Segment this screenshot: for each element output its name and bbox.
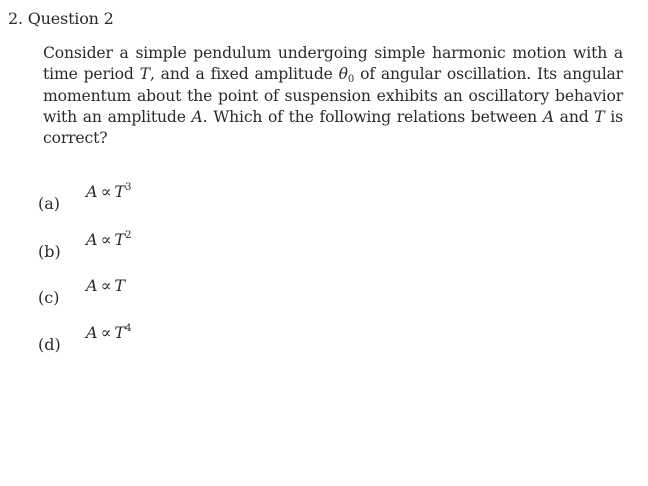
question-line-1: Consider a simple pendulum undergoing simple harmonic motion with a bbox=[43, 44, 623, 62]
var-A: A bbox=[542, 107, 554, 126]
formula-exponent: 4 bbox=[125, 323, 132, 334]
option-c[interactable] bbox=[0, 274, 400, 314]
formula-lhs: A bbox=[86, 276, 98, 295]
var-T: T bbox=[594, 107, 605, 126]
text-fragment: of angular oscillation. Its angular bbox=[354, 65, 623, 84]
option-formula bbox=[86, 276, 125, 296]
text-fragment: time period bbox=[43, 65, 140, 84]
var-theta: θ bbox=[338, 65, 348, 84]
text-fragment: , and a fixed amplitude bbox=[149, 65, 339, 84]
option-d[interactable] bbox=[0, 321, 400, 361]
question-line-2 bbox=[43, 64, 623, 85]
option-formula bbox=[86, 182, 131, 202]
formula-rhs: T bbox=[114, 276, 126, 295]
question-line-3: momentum about the point of suspension exhibits an oscillatory behavior bbox=[43, 86, 623, 105]
option-b[interactable] bbox=[0, 228, 400, 268]
theta-subscript: 0 bbox=[347, 74, 355, 86]
formula-exponent: 3 bbox=[125, 182, 132, 193]
option-formula bbox=[86, 323, 131, 343]
formula-rhs: T bbox=[114, 182, 126, 201]
option-label: (d) bbox=[38, 335, 61, 354]
text-fragment: and bbox=[553, 107, 595, 126]
proportional-symbol: ∝ bbox=[100, 182, 112, 201]
question-number: 2. bbox=[8, 9, 23, 28]
formula-rhs: T bbox=[114, 323, 126, 342]
formula-lhs: A bbox=[86, 323, 98, 342]
text-fragment: . Which of the following relations between bbox=[202, 107, 543, 126]
formula-exponent: 2 bbox=[125, 230, 132, 241]
question-text bbox=[43, 43, 623, 149]
text-fragment: is bbox=[604, 107, 623, 126]
option-label: (b) bbox=[38, 242, 61, 261]
text-fragment: with an amplitude bbox=[43, 107, 192, 126]
proportional-symbol: ∝ bbox=[100, 230, 112, 249]
option-formula bbox=[86, 230, 131, 250]
var-A: A bbox=[191, 107, 203, 126]
option-label: (c) bbox=[38, 288, 60, 307]
question-line-5: correct? bbox=[43, 129, 108, 148]
var-T: T bbox=[139, 65, 150, 84]
proportional-symbol: ∝ bbox=[100, 323, 112, 342]
question-title: Question 2 bbox=[27, 9, 114, 28]
formula-lhs: A bbox=[86, 230, 98, 249]
formula-rhs: T bbox=[114, 230, 126, 249]
question-header bbox=[8, 9, 114, 29]
proportional-symbol: ∝ bbox=[100, 276, 112, 295]
option-label: (a) bbox=[38, 194, 61, 213]
formula-lhs: A bbox=[86, 182, 98, 201]
option-a[interactable] bbox=[0, 180, 400, 220]
question-line-4 bbox=[43, 107, 623, 128]
